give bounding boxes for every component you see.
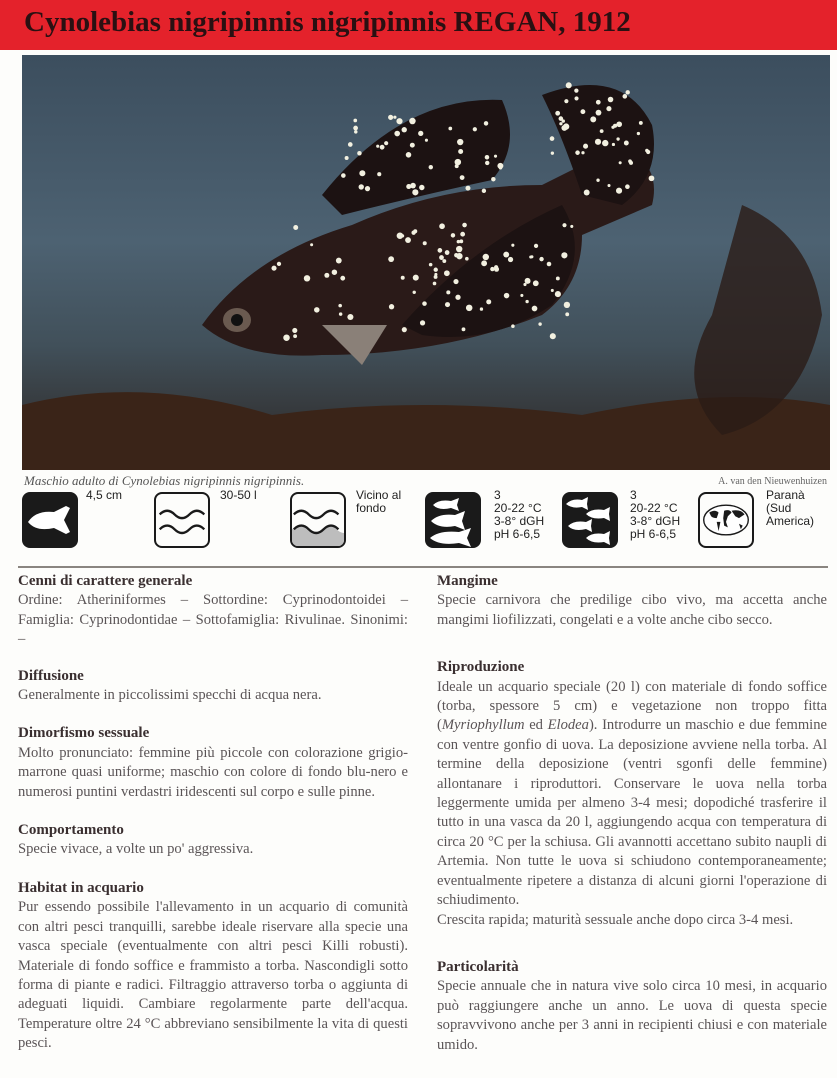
fish-spot — [483, 254, 489, 260]
fish-spot — [596, 110, 602, 116]
fish-spot — [332, 269, 337, 274]
fish-spot — [376, 145, 379, 148]
text-riproduzione-growth: Crescita rapida; maturità sessuale anche dopo circa 3-4 mesi. — [437, 911, 794, 928]
fish-spot — [283, 334, 289, 340]
fish-spot — [570, 225, 573, 228]
fish-spot — [561, 252, 567, 258]
fish-spot — [602, 140, 608, 146]
heading-dimorfismo: Dimorfismo sessuale — [18, 725, 150, 742]
fish-spot — [520, 294, 523, 297]
fish-spot — [556, 277, 560, 281]
heading-habitat: Habitat in acquario — [18, 879, 144, 896]
fish-spot — [486, 299, 491, 304]
fish-spot — [511, 324, 515, 328]
fish-spot — [448, 127, 452, 131]
fish-spot — [434, 268, 438, 272]
fish-spot — [480, 307, 483, 310]
text-cenni: Ordine: Atheriniformes – Sottordine: Cyprinodontoidei – Famiglia: Cyprinodontidae – Sottofamiglia: Rivulinae. Sinonimi: – — [18, 592, 408, 648]
divider — [18, 566, 828, 568]
fish-spot — [637, 132, 640, 135]
fish-spot — [606, 106, 611, 111]
fish-spot — [292, 328, 297, 333]
fish-spot — [574, 88, 578, 92]
fish-spot — [402, 127, 407, 132]
fish-spot — [456, 246, 462, 252]
fish-spot — [503, 252, 509, 258]
fish-spot — [628, 159, 632, 163]
fish-spot — [422, 301, 427, 306]
heading-cenni: Cenni di carattere generale — [18, 573, 193, 589]
right-column — [437, 572, 827, 1055]
fish-spot — [619, 161, 622, 164]
fish-spot — [580, 109, 585, 114]
world-map-icon — [698, 492, 754, 548]
fish-spot — [434, 273, 437, 276]
fish-spot — [645, 149, 649, 153]
fish-spot — [550, 333, 556, 339]
heading-riproduzione: Riproduzione — [437, 659, 525, 676]
fish-spot — [596, 100, 601, 105]
fish-spot — [612, 143, 615, 146]
fish-spot — [336, 258, 342, 264]
fish-spot — [413, 291, 416, 294]
fish-spot — [525, 278, 531, 284]
fish-spot — [425, 139, 428, 142]
fish-spot — [353, 126, 358, 131]
fish-spot — [551, 151, 554, 154]
fish-spot — [590, 116, 596, 122]
school-water-values: 3 20-22 °C 3-8° dGH pH 6-6,5 — [630, 488, 681, 541]
fish-spot — [412, 189, 418, 195]
fish-spot — [624, 141, 629, 146]
fish-spot — [596, 179, 599, 182]
fish-spot — [271, 266, 276, 271]
fish-spot — [396, 118, 402, 124]
fish-spot — [458, 149, 463, 154]
fish-spot — [484, 121, 488, 125]
fish-spot — [555, 291, 561, 297]
fish-spot — [473, 127, 477, 131]
fish-spot — [584, 190, 590, 196]
fish-spot — [347, 314, 353, 320]
fish-spot — [494, 267, 499, 272]
zone-value: Vicino al fondo — [356, 488, 402, 515]
fish-spot — [462, 223, 467, 228]
plant-name: Myriophyllum — [441, 717, 525, 734]
fish-spot — [523, 283, 526, 286]
fish-spot — [401, 276, 405, 280]
fish-spot — [384, 141, 388, 145]
fish-spot — [413, 275, 419, 281]
text-comportamento: Specie vivace, a volte un po' aggressiva. — [18, 841, 254, 858]
fish-spot — [438, 248, 443, 253]
heading-comportamento: Comportamento — [18, 822, 124, 839]
fish-spot — [429, 263, 433, 267]
swimming-zone-icon — [290, 492, 346, 548]
fish-spot — [394, 131, 400, 137]
fish-spot — [600, 129, 604, 133]
text-particolarita: Specie annuale che in natura vive solo circa 10 mesi, in acquario può raggiungere anche un anno. Le uova di questa specie sopravvivono anche per 3 anni in recipienti chiusi e con materiale umido. — [437, 978, 827, 1053]
fish-spot — [453, 279, 458, 284]
fish-spot — [494, 155, 497, 158]
fish-spot — [365, 186, 370, 191]
fish-spot — [348, 142, 353, 147]
fish-spot — [445, 302, 450, 307]
fish-spot — [420, 320, 425, 325]
fish-spot — [562, 223, 566, 227]
fish-spot — [649, 175, 655, 181]
fish-spot — [562, 119, 565, 122]
fish-spot — [511, 244, 514, 247]
fish-spot — [409, 118, 416, 125]
fish-spot — [456, 253, 462, 259]
fish-spot — [338, 304, 342, 308]
fish-spot — [563, 123, 569, 129]
fish-spot — [538, 322, 541, 325]
fish-spot — [410, 143, 415, 148]
fish-spot — [460, 232, 465, 237]
photo-caption: Maschio adulto di Cynolebias nigripinnis nigripinnis. — [24, 473, 305, 488]
fish-spot — [616, 137, 619, 140]
volume-value: 30-50 l — [220, 488, 257, 502]
fish-spot — [277, 262, 281, 266]
fish-spot — [402, 327, 407, 332]
text-riproduzione: Ideale un acquario speciale (20 l) con materiale di fondo soffice (torba, spessore 5 cm) e vegetazione non troppo fitta (Myriophyllum ed Elodea). Introdurre un maschio e due femmine con ventre gonfio di uova. La deposizione avviene nella torba. Al termine della deposizione (ventri sgonfi delle femmine) allontanare i riproduttori. Conservare le uova nella torba leggermente umida per almeno 3-4 mesi; dopodiché trasferire il tutto in una vasca da 20 l, aggiungendo acqua con temperatura di circa 20 °C per la schiusa. Gli avannotti accettano subito naupli di Artemia. Non tutte le uova si schiudono contemporaneamente; eventualmente ripetere a distanza di alcuni giorni l'operazione di schiudimento. — [437, 678, 827, 909]
fish-spot — [340, 276, 345, 281]
fish-spot — [608, 97, 614, 103]
fish-group-icon — [425, 492, 481, 548]
fish-spot — [574, 96, 578, 100]
fish-illustration — [22, 55, 830, 470]
text-habitat: Pur essendo possibile l'allevamento in un acquario di comunità con altri pesci tranquilli, sarebbe ideale riservare alla specie una vasca speciale (eventualmente con altri pesci Killi robusti). Materiale di fondo soffice e frammisto a torba. Nascondigli sotto forma di piante e radici. Filtraggio attraverso torba o aggiunta di adeguati liquidi. Cambiare regolarmente parte dell'acqua. Temperature oltre 24 °C abbreviano sensibilmente la vita di questi pesci. — [18, 899, 408, 1052]
fish-spot — [466, 305, 473, 312]
fish-size-icon — [22, 492, 78, 548]
heading-diffusione: Diffusione — [18, 667, 84, 684]
fish-spot — [406, 184, 411, 189]
fish-spot — [380, 145, 385, 150]
fish-spot — [339, 312, 342, 315]
fish-spot — [397, 232, 404, 239]
fish-spot — [491, 177, 495, 181]
fish-spot — [357, 151, 361, 155]
fish-spot — [388, 256, 394, 262]
fish-spot — [551, 289, 554, 292]
fish-spot — [455, 295, 460, 300]
tank-volume-icon — [154, 492, 210, 548]
fish-spot — [490, 267, 494, 271]
fish-spot — [457, 139, 463, 145]
fish-spot — [639, 121, 643, 125]
fish-spot — [310, 243, 313, 246]
fish-spot — [465, 186, 470, 191]
fish-spot — [595, 139, 601, 145]
fish-spot — [451, 233, 455, 237]
fish-spot — [499, 166, 503, 170]
fish-spot — [550, 136, 555, 141]
fish-spot — [575, 150, 580, 155]
fish-spot — [481, 260, 487, 266]
fish-spot — [324, 273, 329, 278]
fish-spot — [485, 161, 489, 165]
fish-spot — [446, 290, 450, 294]
fish-spot — [418, 131, 423, 136]
fish-spot — [304, 275, 310, 281]
fish-spot — [533, 280, 539, 286]
fish-spot — [625, 90, 629, 94]
text-dimorfismo: Molto pronunciato: femmine più piccole con colorazione grigio-marrone quasi uniforme; maschio con colore di fondo blu-nero e numerosi puntini verdastri iridescenti sul corpo e sulle pinne. — [18, 744, 408, 800]
fish-photo — [22, 55, 830, 470]
fish-spot — [559, 122, 562, 125]
fish-spot — [616, 188, 622, 194]
fish-spot — [388, 115, 393, 120]
fish-spot — [423, 241, 427, 245]
fish-spot — [581, 151, 584, 154]
photo-credit: A. van den Nieuwenhuizen — [718, 476, 827, 487]
fish-spot — [485, 155, 490, 160]
fish-spot — [566, 82, 572, 88]
fish-spot — [353, 119, 357, 123]
fish-spot — [439, 255, 444, 260]
fish-spot — [377, 172, 381, 176]
fish-spot — [354, 130, 357, 133]
fish-spot — [504, 293, 509, 298]
fish-spot — [460, 175, 465, 180]
fish-spot — [462, 327, 466, 331]
fish-spot — [508, 257, 513, 262]
fish-school-icon — [562, 492, 618, 548]
heading-particolarita: Particolarità — [437, 958, 519, 975]
fish-spot — [534, 244, 538, 248]
fish-spot — [293, 334, 297, 338]
fish-spot — [607, 184, 610, 187]
heading-mangime: Mangime — [437, 573, 498, 589]
fish-spot — [406, 152, 412, 158]
fish-spot — [583, 144, 588, 149]
fish-spot — [455, 159, 461, 165]
fish-spot — [547, 262, 552, 267]
fish-spot — [419, 185, 424, 190]
fish-spot — [411, 231, 415, 235]
fish-spot — [525, 300, 528, 303]
fish-spot — [341, 173, 346, 178]
fish-spot — [616, 121, 622, 127]
fish-spot — [439, 223, 445, 229]
fish-spot — [482, 189, 486, 193]
fish-spot — [359, 170, 365, 176]
fish-spot — [433, 282, 437, 286]
fish-spot — [457, 240, 461, 244]
text-diffusione: Generalmente in piccolissimi specchi di acqua nera. — [18, 687, 322, 704]
fish-spot — [625, 184, 630, 189]
fish-spot — [529, 255, 532, 258]
size-value: 4,5 cm — [86, 488, 123, 502]
fish-spot — [564, 302, 570, 308]
fish-spot — [622, 94, 627, 99]
fish-spot — [445, 250, 450, 255]
fish-spot — [405, 237, 411, 243]
group-water-values: 3 20-22 °C 3-8° dGH pH 6-6,5 — [494, 488, 545, 541]
fish-spot — [532, 306, 538, 312]
fish-spot — [565, 312, 569, 316]
fish-spot — [465, 257, 469, 261]
fish-spot — [429, 165, 433, 169]
fish-spot — [555, 111, 560, 116]
title-bar — [0, 0, 837, 50]
fish-spot — [389, 304, 394, 309]
fish-spot — [539, 257, 543, 261]
page-title: Cynolebias nigripinnis nigripinnis REGAN, 1912 — [24, 6, 631, 38]
plant-name: Elodea — [547, 717, 589, 734]
fish-spot — [345, 156, 349, 160]
fish-spot — [314, 307, 320, 313]
origin-value: Paranà (Sud America) — [766, 488, 815, 528]
fish-spot — [564, 99, 568, 103]
fish-spot — [393, 116, 396, 119]
fish-spot — [359, 184, 364, 189]
fish-spot — [442, 259, 446, 263]
text-mangime: Specie carnivora che predilige cibo vivo, ma accetta anche mangimi liofilizzati, congelati e a volte anche cibo secco. — [437, 592, 827, 628]
left-column — [18, 572, 408, 1054]
fish-spot — [293, 225, 298, 230]
fish-spot — [444, 270, 450, 276]
